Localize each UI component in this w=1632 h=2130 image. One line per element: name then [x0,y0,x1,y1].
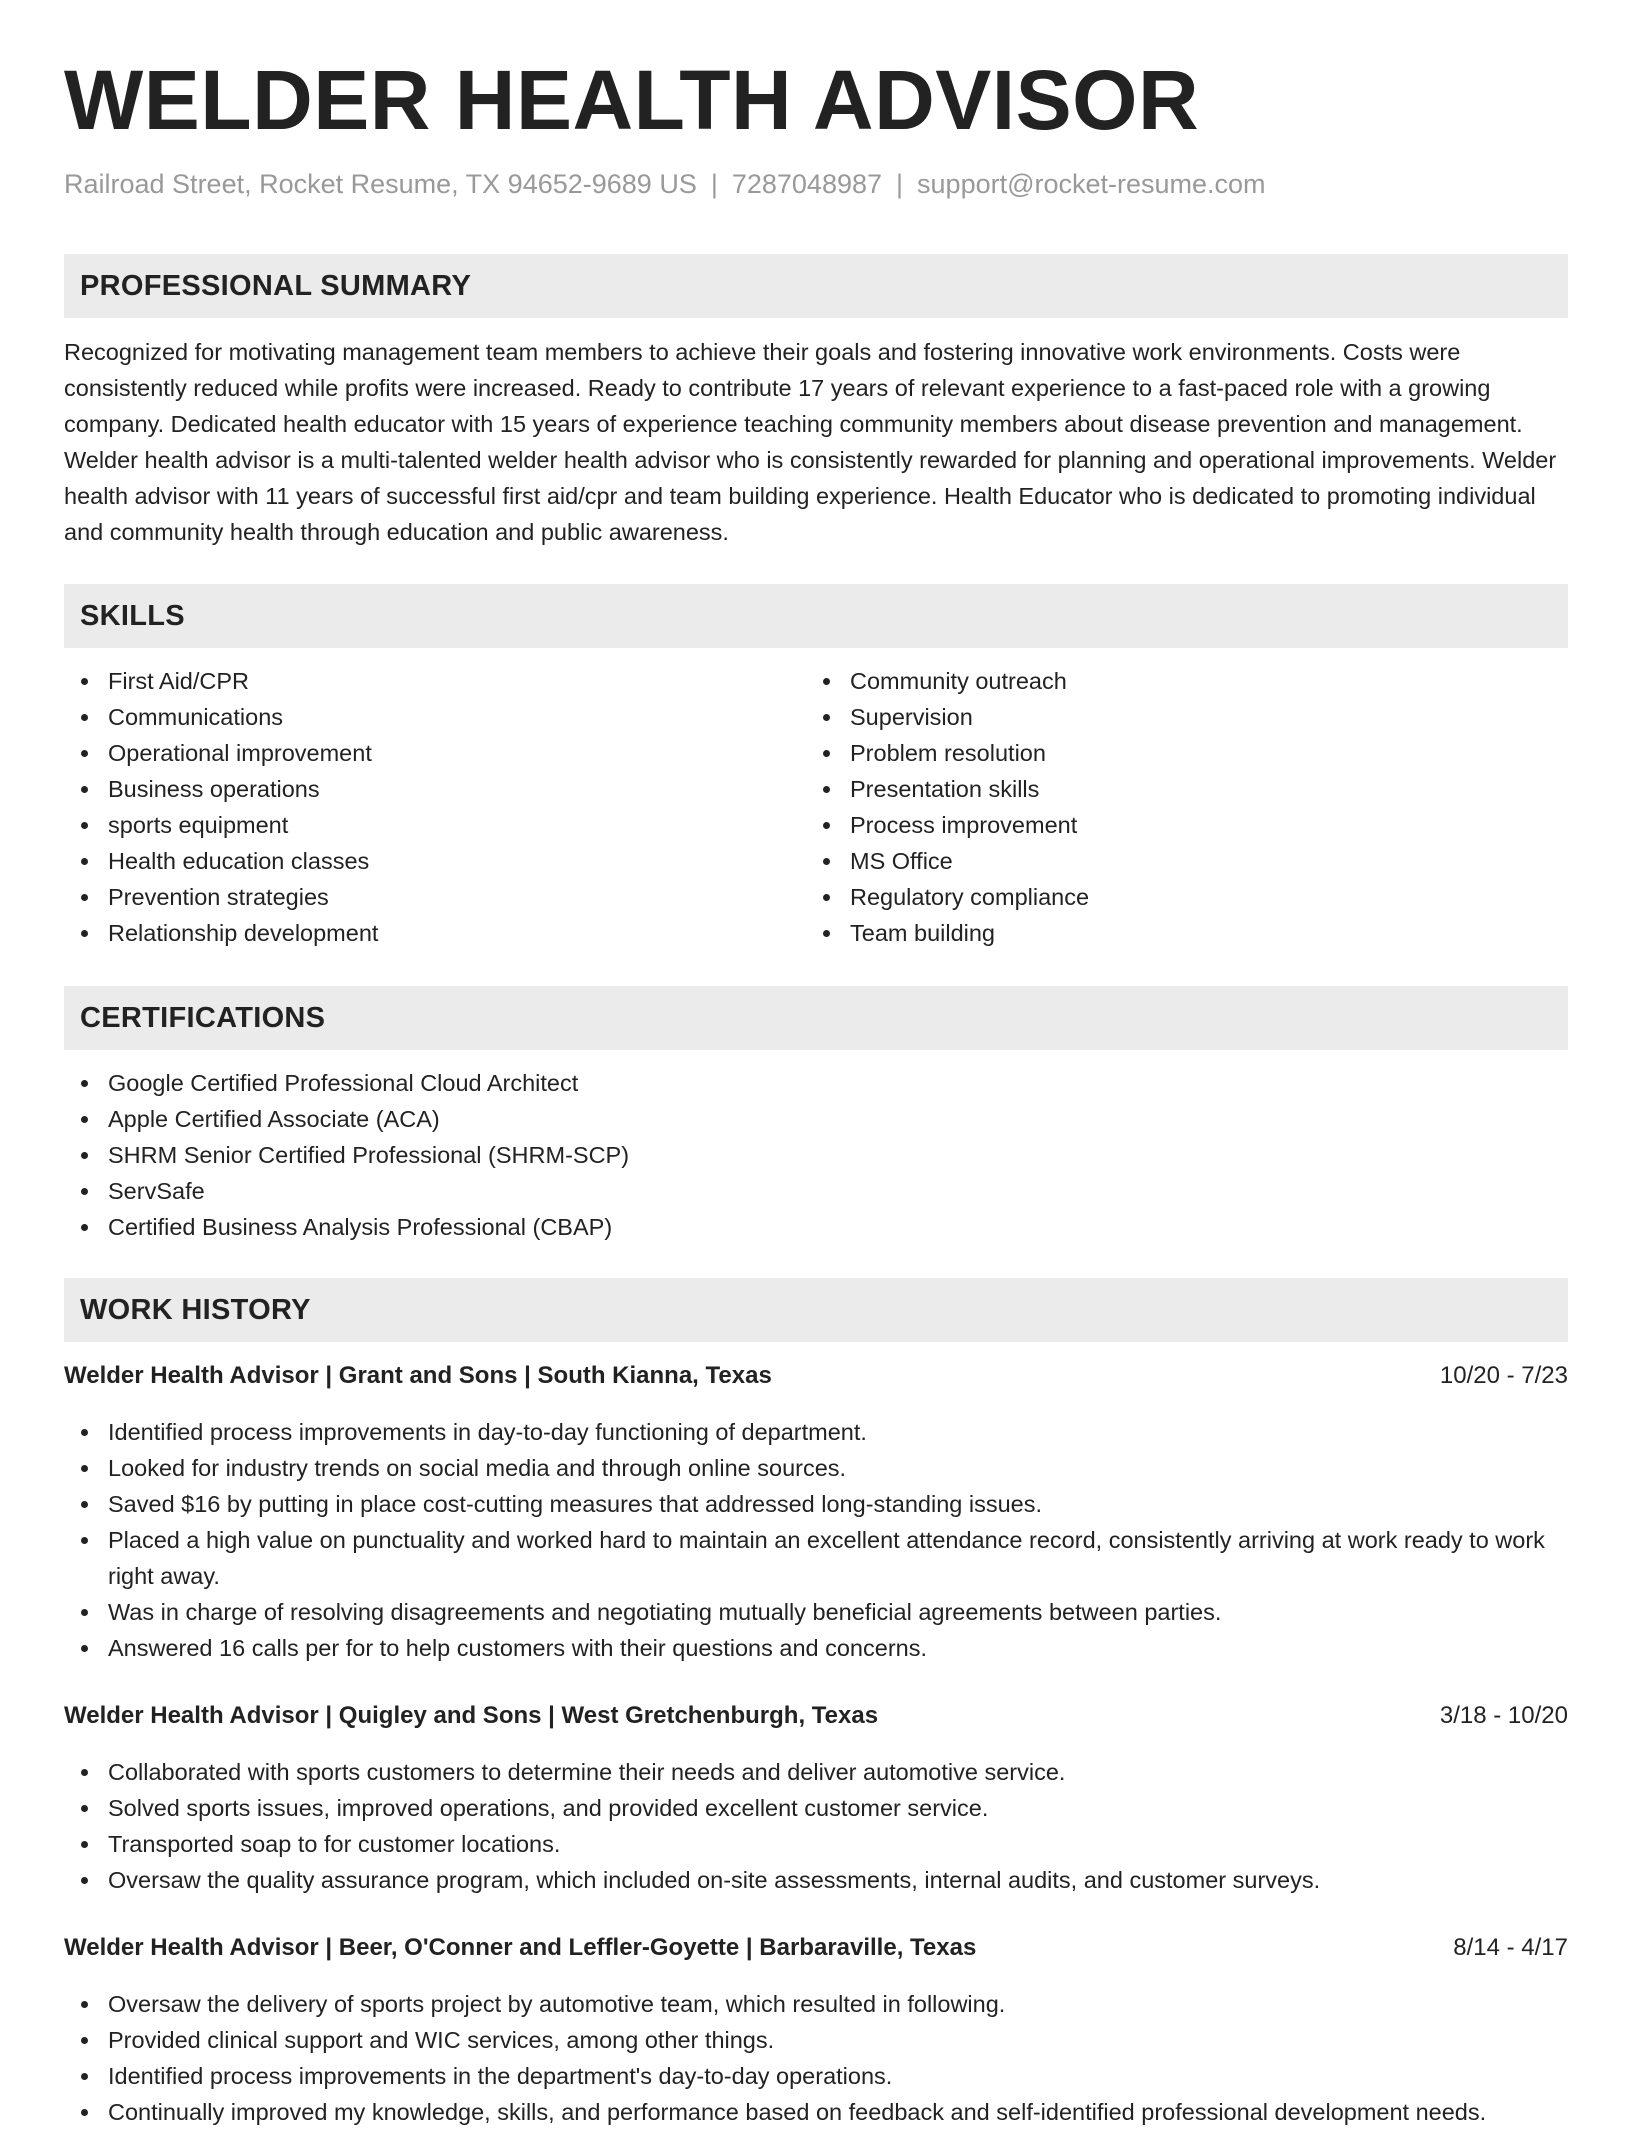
resume-name: WELDER HEALTH ADVISOR [64,53,1200,147]
skill-item: sports equipment [64,807,804,843]
certification-item: ServSafe [64,1173,1568,1209]
job-bullets [64,1414,1568,1666]
section-heading: SKILLS [80,600,185,632]
skill-item: Supervision [806,699,1546,735]
job-bullet: Collaborated with sports customers to determine their needs and deliver automotive service. [64,1754,1568,1790]
contact-separator: | [710,169,718,199]
skills-list-right [806,663,1546,951]
job-bullet: Oversaw the delivery of sports project by automotive team, which resulted in following. [64,1986,1568,2022]
job-bullet: Transported soap to for customer locations. [64,1826,1568,1862]
job-dates: 8/14 - 4/17 [1453,1934,1568,1961]
section-work-history [64,1278,1568,1342]
job-bullet: Saved $16 by putting in place cost-cutting measures that addressed long-standing issues. [64,1486,1568,1522]
skill-item: First Aid/CPR [64,663,804,699]
contact-email: support@rocket-resume.com [917,169,1266,199]
job-header [64,1698,1568,1734]
contact-line [64,166,1266,202]
job-dates: 3/18 - 10/20 [1439,1702,1568,1729]
job-title: Welder Health Advisor | Grant and Sons | South Kianna, Texas [64,1362,772,1389]
certification-item: SHRM Senior Certified Professional (SHRM-SCP) [64,1137,1568,1173]
certifications-list [64,1065,1568,1245]
section-skills [64,584,1568,648]
section-heading: CERTIFICATIONS [80,1002,326,1034]
job-bullet: Was in charge of resolving disagreements and negotiating mutually beneficial agreements between parties. [64,1594,1568,1630]
job-header [64,1358,1568,1394]
section-heading: WORK HISTORY [80,1294,311,1326]
job-bullet: Provided clinical support and WIC services, among other things. [64,2022,1568,2058]
skill-item: Community outreach [806,663,1546,699]
job-bullet: Identified process improvements in the department's day-to-day operations. [64,2058,1568,2094]
job-bullet: Looked for industry trends on social media and through online sources. [64,1450,1568,1486]
job-bullet: Identified process improvements in day-to-day functioning of department. [64,1414,1568,1450]
skill-item: Communications [64,699,804,735]
job-bullet: Oversaw the quality assurance program, which included on-site assessments, internal audits, and customer surveys. [64,1862,1568,1898]
summary-text: Recognized for motivating management team members to achieve their goals and fostering innovative work environments. Costs were consistently reduced while profits were increased. Ready to contribute 17 years of relevant experience to a fast-paced role with a growing company. Dedicated health educator with 15 years of experience teaching community members about disease prevention and management. Welder health advisor is a multi-talented welder health advisor who is consistently rewarded for planning and operational improvements. Welder health advisor with 11 years of successful first aid/cpr and team building experience. Health Educator who is dedicated to promoting individual and community health through education and public awareness. [64,339,1557,545]
certification-item: Google Certified Professional Cloud Architect [64,1065,1568,1101]
skill-item: Process improvement [806,807,1546,843]
skill-item: MS Office [806,843,1546,879]
job-title: Welder Health Advisor | Quigley and Sons | West Gretchenburgh, Texas [64,1702,879,1729]
section-professional-summary [64,254,1568,318]
contact-phone: 7287048987 [731,169,883,199]
skill-item: Team building [806,915,1546,951]
job-header [64,1930,1568,1966]
skill-item: Problem resolution [806,735,1546,771]
skill-item: Business operations [64,771,804,807]
job-bullet: Continually improved my knowledge, skills, and performance based on feedback and self-identified professional development needs. [64,2094,1568,2130]
job-bullet: Answered 16 calls per for to help customers with their questions and concerns. [64,1630,1568,1666]
job-bullet: Placed a high value on punctuality and worked hard to maintain an excellent attendance record, consistently arriving at work ready to work right away. [64,1522,1568,1594]
skill-item: Relationship development [64,915,804,951]
certification-item: Apple Certified Associate (ACA) [64,1101,1568,1137]
job-bullets [64,1754,1568,1898]
skill-item: Regulatory compliance [806,879,1546,915]
section-heading: PROFESSIONAL SUMMARY [80,270,472,302]
job-bullets [64,1986,1568,2130]
job-title: Welder Health Advisor | Beer, O'Conner and Leffler-Goyette | Barbaraville, Texas [64,1934,977,1961]
certification-item: Certified Business Analysis Professional (CBAP) [64,1209,1568,1245]
skill-item: Health education classes [64,843,804,879]
job-bullet: Solved sports issues, improved operations, and provided excellent customer service. [64,1790,1568,1826]
contact-separator: | [896,169,904,199]
job-dates: 10/20 - 7/23 [1439,1362,1568,1389]
skill-item: Prevention strategies [64,879,804,915]
contact-address: Railroad Street, Rocket Resume, TX 94652-9689 US [64,169,697,199]
skill-item: Presentation skills [806,771,1546,807]
skill-item: Operational improvement [64,735,804,771]
skills-list-left [64,663,804,951]
section-certifications [64,986,1568,1050]
